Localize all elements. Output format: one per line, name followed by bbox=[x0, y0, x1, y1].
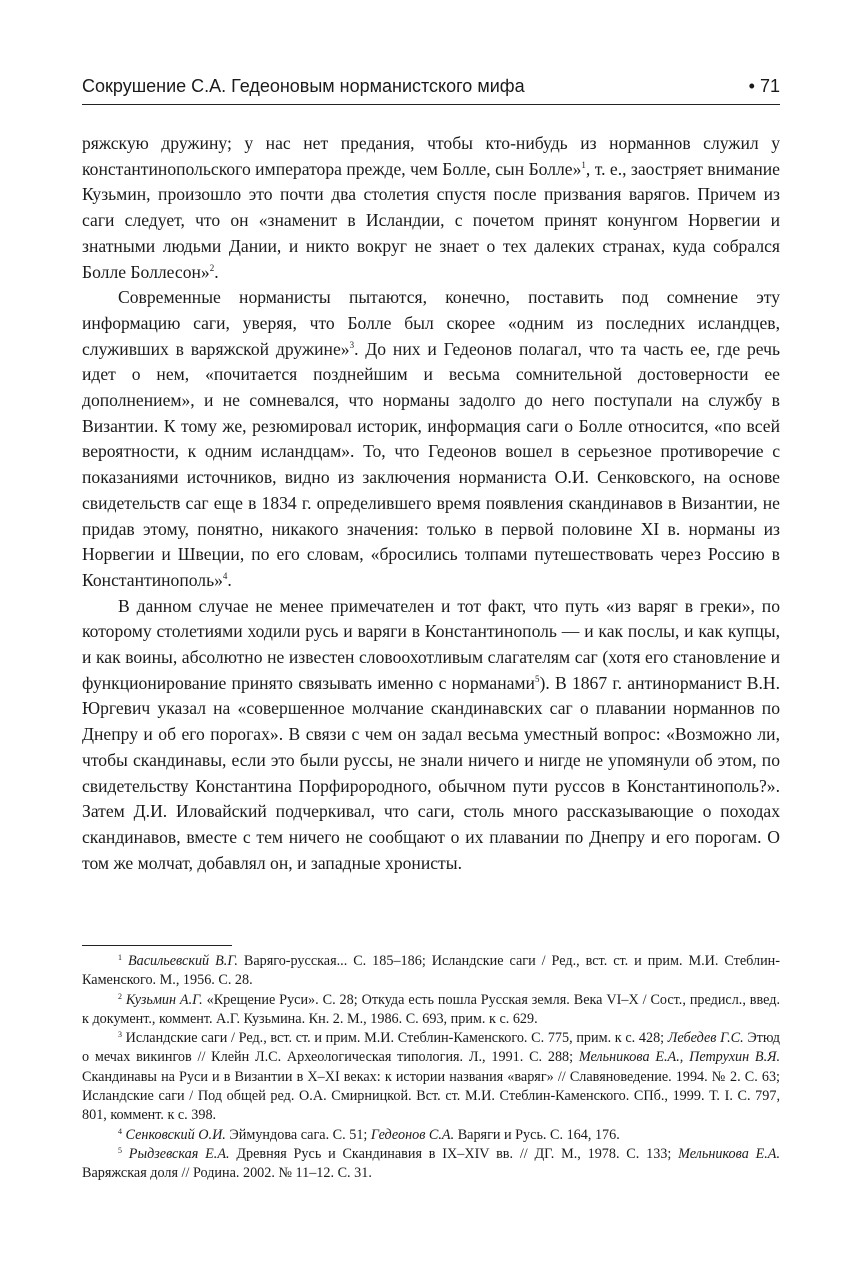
footnote-ref-3[interactable]: 3 bbox=[349, 339, 355, 350]
footnote-author: Сенковский О.И. bbox=[125, 1126, 226, 1143]
footnote-ref-4[interactable]: 4 bbox=[222, 570, 228, 581]
paragraph-1: ряжскую дружину; у нас нет предания, чтобы кто-нибудь из норманнов служил у константинопольского императора прежде, чем Болле, сын Болле»$^1$, т. е., заостряет внимание Кузьмин, произошло это почти два столетия спустя после призвания варягов. Причем из саги следует, что он «знаменит в Исландии, с почетом принят конунгом Норвегии и знатными людьми Дании, и никто вокруг не знает о тех далеких странах, куда собрался Болле Боллесон»$^2$. bbox=[82, 133, 780, 282]
running-title: Сокрушение С.А. Гедеоновым норманистского мифа bbox=[82, 76, 525, 96]
footnote-author: Кузьмин А.Г. bbox=[125, 991, 203, 1008]
footnote-2: $^2$ Кузьмин А.Г. «Крещение Руси». С. 28; Откуда есть пошла Русская земля. Века VI–X / Сост., предисл., введ. к документ., коммент. А.Г. Кузьмина. Кн. 2. М., 1986. С. 693, прим. к с. 629. bbox=[82, 991, 780, 1027]
footnote-author: Васильевский В.Г. bbox=[127, 953, 238, 969]
footnote-author: Гедеонов С.А. bbox=[370, 1126, 455, 1143]
footnote-ref-2[interactable]: 2 bbox=[209, 262, 215, 273]
paragraph-2: Современные норманисты пытаются, конечно, поставить под сомнение эту информацию саги, уверяя, что Болле был скорее «одним из последних исландцев, служивших в варяжской дружине»$^3$. До них и Гедеонов полагал, что та часть ее, где речь идет о нем, «почитается позднейшим и весьма сомнительной достоверности ее дополнением», и не сомневался, что норманы задолго до него поступали на службу в Византии. К тому же, резюмировал историк, информация саги о Болле относится, «по всей вероятности, к одним исландцам». То, что Гедеонов вошел в серьезное противоречие с показаниями источников, видно из заключения норманиста О.И. Сенковского, на основе свидетельств саг еще в 1834 г. определившего время появления скандинавов в Византии, не придав этому, понятно, никакого значения: только в первой половине XI в. норманы из Норвегии и Швеции, по его словам, «бросились толпами путешествовать через Россию в Константинополь»$^4$. bbox=[82, 287, 780, 590]
footnote-4: $^4$ Сенковский О.И. Эймундова сага. С. 51; Гедеонов С.А. Варяги и Русь. С. 164, 176. bbox=[118, 1126, 620, 1143]
footnote-ref-1[interactable]: 1 bbox=[581, 159, 586, 170]
footnote-author: Мельникова Е.А. bbox=[678, 1145, 781, 1162]
main-text bbox=[82, 131, 780, 876]
page-number: • 71 bbox=[748, 76, 780, 96]
footnote-author: Лебедев Г.С. bbox=[667, 1030, 744, 1047]
footnotes bbox=[82, 952, 780, 1184]
footnote-author: Рыдзевская Е.А. bbox=[128, 1145, 230, 1162]
footnote-1: $^1$ Васильевский В.Г. Варяго-русская... С. 185–186; Исландские саги / Ред., вст. ст. и прим. М.И. Стеблин-Каменского. М., 1956. С. 28. bbox=[82, 953, 780, 989]
footnote-3: $^3$ Исландские саги / Ред., вст. ст. и прим. М.И. Стеблин-Каменского. С. 775, прим. к с. 428; Лебедев Г.С. Этюд о мечах викингов // Клейн Л.С. Археологическая типология. Л., 1991. С. 288; Мельникова Е.А., Петрухин В.Я. Скандинавы на Руси и в Византии в X–XI веках: к истории названия «варяг» // Славяноведение. 1994. № 2. С. 63; Исландские саги / Под общей ред. О.А. Смирницкой. Вст. ст. М.И. Стеблин-Каменского. СПб., 1999. Т. I. С. 797, 801, коммент. к с. 398. bbox=[82, 1030, 780, 1124]
running-header bbox=[82, 74, 780, 105]
footnote-divider bbox=[82, 945, 232, 946]
paragraph-3: В данном случае не менее примечателен и тот факт, что путь «из варяг в греки», по которому столетиями ходили русь и варяги в Константинополь — и как послы, и как купцы, и как воины, абсолютно не известен словоохотливым слагателям саг (хотя его становление и функционирование принято связывать именно с норманами$^5$). В 1867 г. антинорманист В.Н. Юргевич указал на «совершенное молчание скандинавских саг о плавании норманнов по Днепру и об его порогах». В связи с чем он задал весьма уместный вопрос: «Возможно ли, чтобы скандинавы, если это были руссы, не знали ничего и нигде не упомянули об этом, по свидетельству Константина Порфирородного, обычном пути руссов в Константинополь?». Затем Д.И. Иловайский подчеркивал, что саги, столь много рассказывающие о походах скандинавов, вместе с тем ничего не сообщают о их плавании по Днепру и его порогам. О том же молчат, добавлял он, и западные хронисты. bbox=[82, 595, 780, 873]
footnote-author: Мельникова Е.А., Петрухин В.Я. bbox=[578, 1049, 780, 1066]
footnote-ref-5[interactable]: 5 bbox=[534, 673, 540, 684]
footnote-5: $^5$ Рыдзевская Е.А. Древняя Русь и Скандинавия в IX–XIV вв. // ДГ. М., 1978. С. 133; Мельникова Е.А. Варяжская доля // Родина. 2002. № 11–12. С. 31. bbox=[82, 1145, 781, 1182]
